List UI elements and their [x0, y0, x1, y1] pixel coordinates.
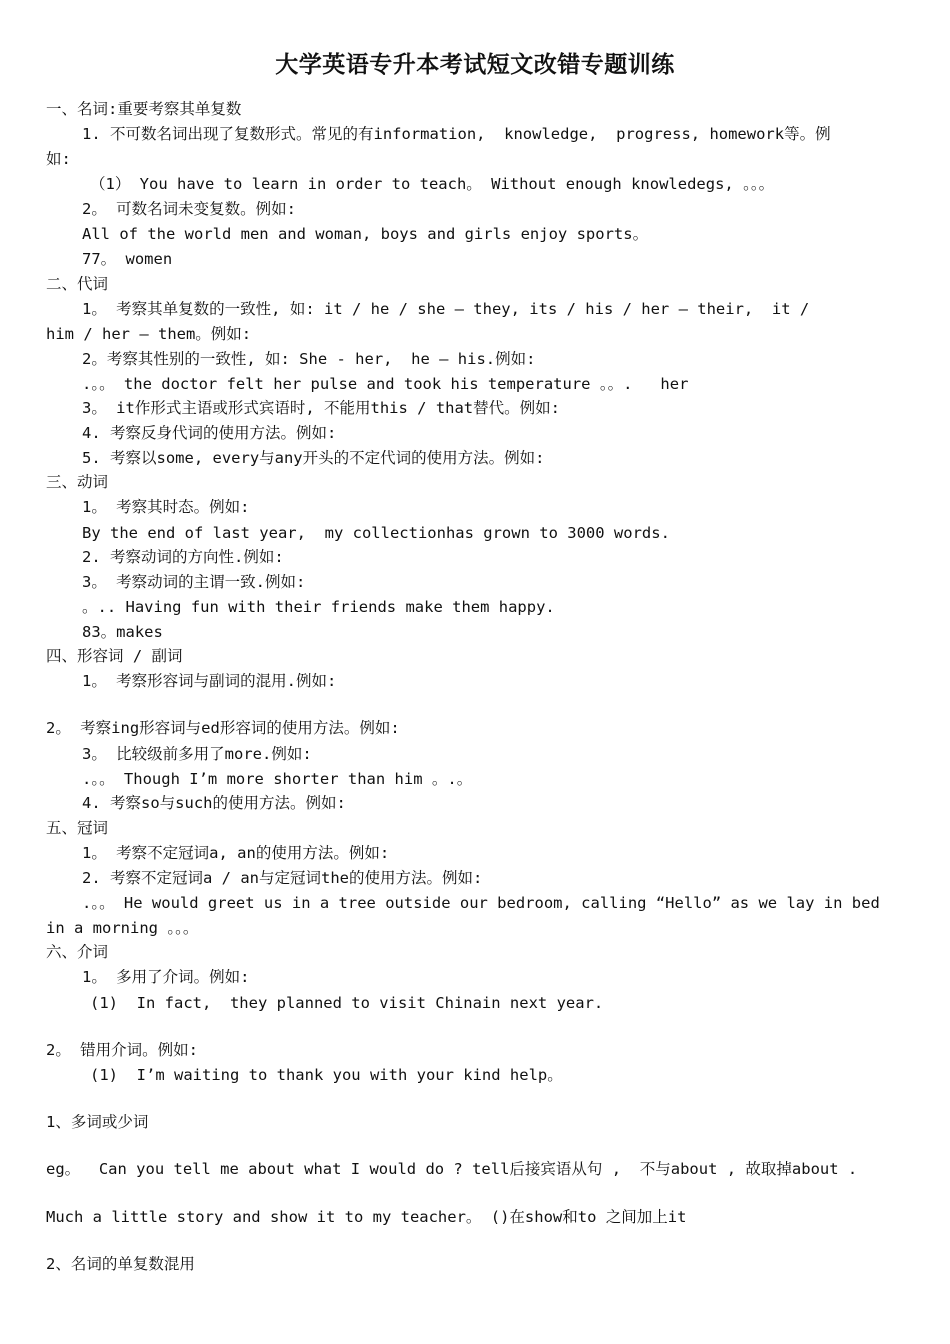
example-line: .。。 Though I’m more shorter than him 。.。	[82, 770, 473, 788]
section-heading-adjectives: 四、形容词 / 副词	[46, 647, 183, 665]
example-line: (1) In fact, they planned to visit Chinain next year.	[90, 994, 604, 1012]
text-line: 2. 考察不定冠词a / an与定冠词the的使用方法。例如:	[82, 869, 483, 887]
text-line: 4. 考察反身代词的使用方法。例如:	[82, 424, 337, 442]
section-heading-prepositions: 六、介词	[46, 943, 109, 961]
text-line: 1。 考察其时态。例如:	[82, 498, 250, 516]
text-line: 1。 考察形容词与副词的混用.例如:	[82, 672, 337, 690]
answer-line: 77。 women	[82, 250, 173, 268]
example-line: All of the world men and woman, boys and girls enjoy sports。	[82, 225, 649, 243]
text-line: him / her — them。例如:	[46, 325, 252, 343]
text-line: 2. 考察动词的方向性.例如:	[82, 548, 284, 566]
example-line: （1） You have to learn in order to teach。 Without enough knowledegs, 。。。	[90, 175, 775, 193]
example-line: eg。 Can you tell me about what I would do ? tell后接宾语从句 , 不与about , 故取掉about .	[46, 1160, 858, 1178]
page-title: 大学英语专升本考试短文改错专题训练	[275, 52, 675, 78]
text-line: 5. 考察以some, every与any开头的不定代词的使用方法。例如:	[82, 449, 545, 467]
text-line: 1。 考察其单复数的一致性, 如: it / he / she — they, its / his / her — their, it /	[82, 300, 810, 318]
subsection-heading: 2、名词的单复数混用	[46, 1255, 195, 1273]
example-line: (1) I’m waiting to thank you with your kind help。	[90, 1066, 563, 1084]
text-line: 1。 多用了介词。例如:	[82, 968, 250, 986]
text-line: 3。 考察动词的主谓一致.例如:	[82, 573, 306, 591]
answer-line: 83。makes	[82, 623, 163, 641]
text-line: 3。 比较级前多用了more.例如:	[82, 745, 312, 763]
text-line: 2。 错用介词。例如:	[46, 1041, 198, 1059]
example-line: Much a little story and show it to my teacher。 ()在show和to 之间加上it	[46, 1208, 687, 1226]
section-heading-verbs: 三、动词	[46, 473, 109, 491]
text-line: 4. 考察so与such的使用方法。例如:	[82, 794, 346, 812]
text-line: 1。 考察不定冠词a, an的使用方法。例如:	[82, 844, 390, 862]
text-line: 2。 可数名词未变复数。例如:	[82, 200, 296, 218]
text-line: 3。 it作形式主语或形式宾语时, 不能用this / that替代。例如:	[82, 399, 560, 417]
text-line: 如:	[46, 150, 71, 168]
subsection-heading: 1、多词或少词	[46, 1113, 149, 1131]
example-line: 。.. Having fun with their friends make them happy.	[82, 598, 555, 616]
example-line: .。。 He would greet us in a tree outside our bedroom, calling “Hello” as we lay in bed	[82, 894, 880, 912]
section-heading-articles: 五、冠词	[46, 819, 109, 837]
text-line: 2。考察其性别的一致性, 如: She - her, he — his.例如:	[82, 350, 536, 368]
text-line: 2。 考察ing形容词与ed形容词的使用方法。例如:	[46, 719, 400, 737]
section-heading-pronouns: 二、代词	[46, 275, 109, 293]
text-line: 1. 不可数名词出现了复数形式。常见的有information, knowledge, progress, homework等。例	[82, 125, 831, 143]
example-line: in a morning 。。。	[46, 919, 199, 937]
section-heading-nouns: 一、名词:重要考察其单复数	[46, 100, 242, 118]
example-line: By the end of last year, my collectionhas grown to 3000 words.	[82, 524, 670, 542]
example-line: .。。 the doctor felt her pulse and took his temperature 。。. her	[82, 375, 689, 393]
